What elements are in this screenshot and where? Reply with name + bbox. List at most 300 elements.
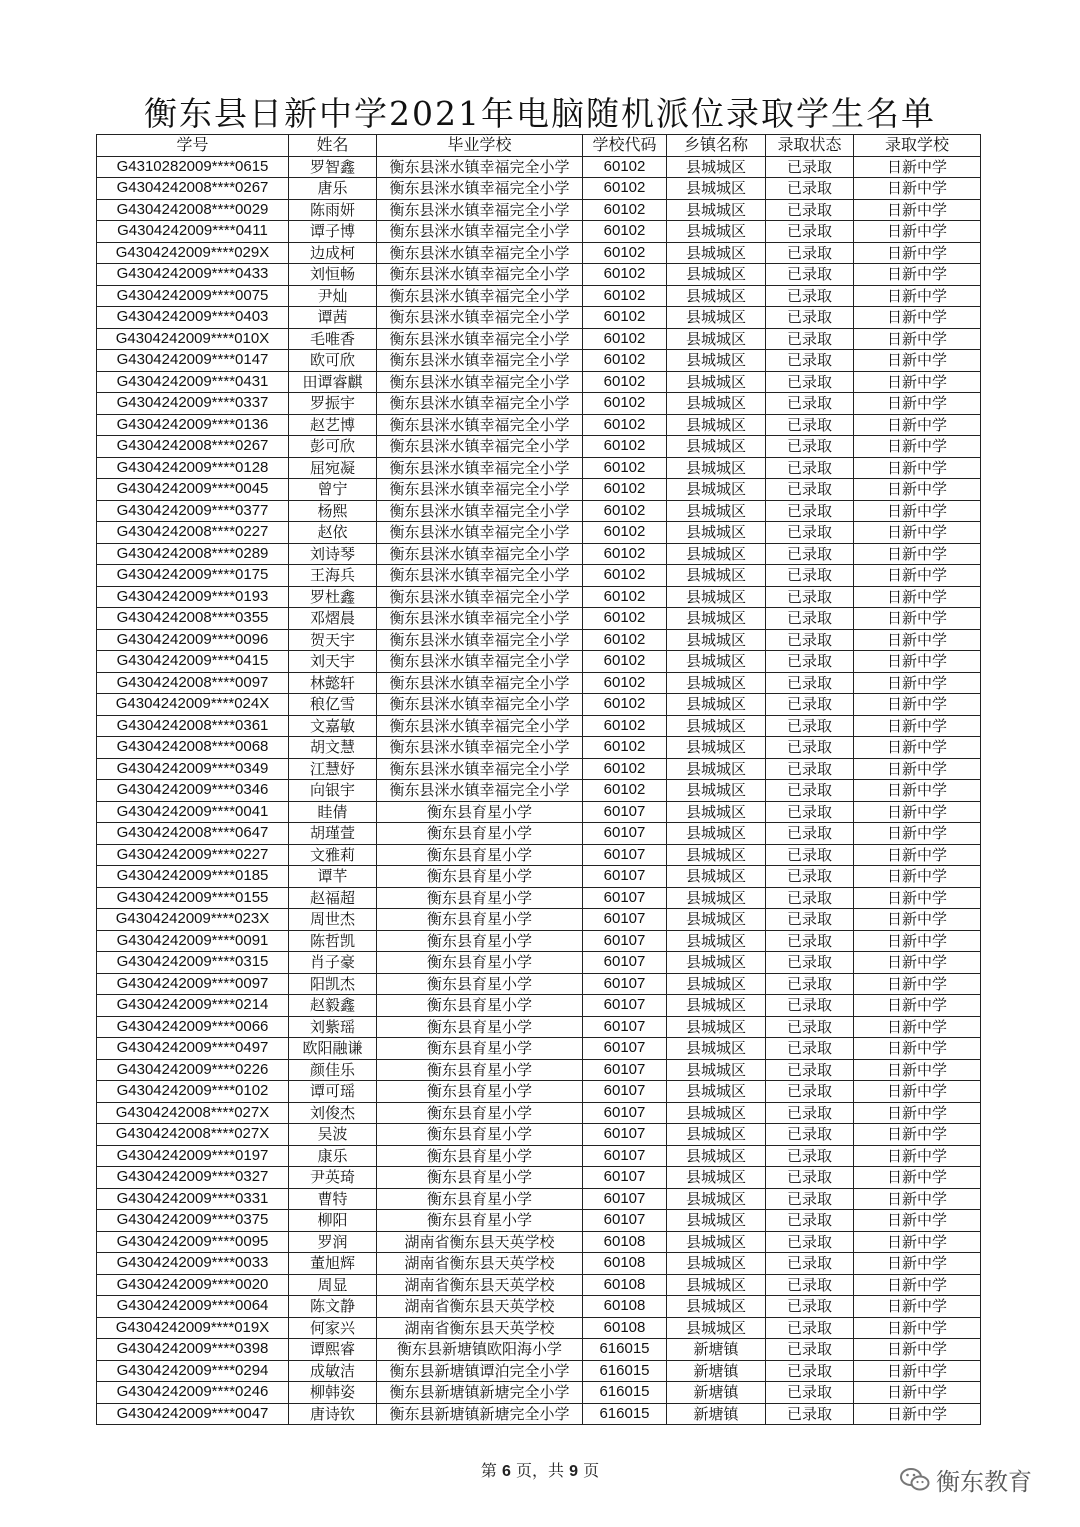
table-row xyxy=(97,1403,981,1425)
student-name-cell: 谭子博 xyxy=(289,221,377,243)
student-name-cell: 罗智鑫 xyxy=(289,156,377,178)
admitted-school-cell: 日新中学 xyxy=(854,1231,981,1253)
admitted-school-cell: 日新中学 xyxy=(854,651,981,673)
township-cell: 县城城区 xyxy=(667,178,766,200)
admitted-school-cell: 日新中学 xyxy=(854,156,981,178)
student-name-cell: 肖子豪 xyxy=(289,952,377,974)
admitted-school-cell: 日新中学 xyxy=(854,371,981,393)
student-name-cell: 谭茜 xyxy=(289,307,377,329)
school-code-cell: 60107 xyxy=(583,1210,667,1232)
graduating-school-cell: 衡东县新塘镇新塘完全小学 xyxy=(377,1382,583,1404)
graduating-school-cell: 衡东县育星小学 xyxy=(377,801,583,823)
table-row xyxy=(97,1231,981,1253)
school-code-cell: 60102 xyxy=(583,651,667,673)
township-cell: 县城城区 xyxy=(667,565,766,587)
admitted-school-cell: 日新中学 xyxy=(854,586,981,608)
table-row xyxy=(97,1188,981,1210)
admission-status-cell: 已录取 xyxy=(766,543,854,565)
graduating-school-cell: 衡东县洣水镇幸福完全小学 xyxy=(377,651,583,673)
student-id-cell: G4304242009****0398 xyxy=(97,1339,289,1361)
table-row xyxy=(97,199,981,221)
admission-status-cell: 已录取 xyxy=(766,973,854,995)
admitted-school-cell: 日新中学 xyxy=(854,285,981,307)
admission-status-cell: 已录取 xyxy=(766,823,854,845)
school-code-cell: 60108 xyxy=(583,1317,667,1339)
admission-status-cell: 已录取 xyxy=(766,565,854,587)
graduating-school-cell: 衡东县洣水镇幸福完全小学 xyxy=(377,199,583,221)
school-code-cell: 60108 xyxy=(583,1274,667,1296)
table-row xyxy=(97,371,981,393)
admitted-school-cell: 日新中学 xyxy=(854,1038,981,1060)
admitted-school-cell: 日新中学 xyxy=(854,801,981,823)
graduating-school-cell: 衡东县育星小学 xyxy=(377,1124,583,1146)
table-row xyxy=(97,995,981,1017)
student-name-cell: 向银宇 xyxy=(289,780,377,802)
student-name-cell: 董旭辉 xyxy=(289,1253,377,1275)
admission-status-cell: 已录取 xyxy=(766,242,854,264)
school-code-cell: 60108 xyxy=(583,1296,667,1318)
graduating-school-cell: 衡东县育星小学 xyxy=(377,909,583,931)
school-code-cell: 60102 xyxy=(583,350,667,372)
table-row xyxy=(97,1167,981,1189)
student-id-cell: G4304242009****0337 xyxy=(97,393,289,415)
admission-status-cell: 已录取 xyxy=(766,1339,854,1361)
graduating-school-cell: 衡东县洣水镇幸福完全小学 xyxy=(377,522,583,544)
student-name-cell: 曹特 xyxy=(289,1188,377,1210)
graduating-school-cell: 衡东县育星小学 xyxy=(377,1145,583,1167)
student-name-cell: 边成柯 xyxy=(289,242,377,264)
township-cell: 县城城区 xyxy=(667,586,766,608)
graduating-school-cell: 衡东县洣水镇幸福完全小学 xyxy=(377,565,583,587)
wechat-icon xyxy=(900,1467,930,1493)
admission-status-cell: 已录取 xyxy=(766,1081,854,1103)
student-id-cell: G4304242008****027X xyxy=(97,1102,289,1124)
graduating-school-cell: 衡东县育星小学 xyxy=(377,823,583,845)
admission-status-cell: 已录取 xyxy=(766,1274,854,1296)
admitted-school-cell: 日新中学 xyxy=(854,1274,981,1296)
graduating-school-cell: 衡东县洣水镇幸福完全小学 xyxy=(377,758,583,780)
admission-status-cell: 已录取 xyxy=(766,586,854,608)
school-code-cell: 60102 xyxy=(583,371,667,393)
school-code-cell: 60102 xyxy=(583,479,667,501)
admission-status-cell: 已录取 xyxy=(766,909,854,931)
township-cell: 县城城区 xyxy=(667,199,766,221)
student-name-cell: 谭熙睿 xyxy=(289,1339,377,1361)
student-id-cell: G4304242009****0327 xyxy=(97,1167,289,1189)
township-cell: 县城城区 xyxy=(667,629,766,651)
student-name-cell: 罗振宇 xyxy=(289,393,377,415)
school-code-cell: 60107 xyxy=(583,909,667,931)
student-id-cell: G4304242009****0227 xyxy=(97,844,289,866)
student-name-cell: 曾宁 xyxy=(289,479,377,501)
student-name-cell: 柳韩姿 xyxy=(289,1382,377,1404)
admitted-school-cell: 日新中学 xyxy=(854,1059,981,1081)
admitted-school-cell: 日新中学 xyxy=(854,1403,981,1425)
table-row xyxy=(97,565,981,587)
admitted-school-cell: 日新中学 xyxy=(854,457,981,479)
student-id-cell: G4304242009****0066 xyxy=(97,1016,289,1038)
admitted-school-cell: 日新中学 xyxy=(854,479,981,501)
student-name-cell: 刘紫瑶 xyxy=(289,1016,377,1038)
school-code-cell: 60102 xyxy=(583,242,667,264)
admitted-school-cell: 日新中学 xyxy=(854,758,981,780)
student-id-cell: G4304242009****0064 xyxy=(97,1296,289,1318)
admission-status-cell: 已录取 xyxy=(766,264,854,286)
table-row xyxy=(97,457,981,479)
graduating-school-cell: 衡东县洣水镇幸福完全小学 xyxy=(377,436,583,458)
graduating-school-cell: 衡东县育星小学 xyxy=(377,887,583,909)
admitted-school-cell: 日新中学 xyxy=(854,1145,981,1167)
school-code-cell: 60107 xyxy=(583,1102,667,1124)
school-code-cell: 60102 xyxy=(583,307,667,329)
admission-status-cell: 已录取 xyxy=(766,1188,854,1210)
header-graduating-school: 毕业学校 xyxy=(377,135,583,157)
admission-status-cell: 已录取 xyxy=(766,285,854,307)
graduating-school-cell: 衡东县洣水镇幸福完全小学 xyxy=(377,694,583,716)
graduating-school-cell: 衡东县洣水镇幸福完全小学 xyxy=(377,264,583,286)
admitted-school-cell: 日新中学 xyxy=(854,1317,981,1339)
admission-status-cell: 已录取 xyxy=(766,1124,854,1146)
admission-status-cell: 已录取 xyxy=(766,1360,854,1382)
student-name-cell: 杨熙 xyxy=(289,500,377,522)
admitted-school-cell: 日新中学 xyxy=(854,672,981,694)
admitted-school-cell: 日新中学 xyxy=(854,1360,981,1382)
township-cell: 县城城区 xyxy=(667,909,766,931)
table-row xyxy=(97,1339,981,1361)
admission-status-cell: 已录取 xyxy=(766,199,854,221)
admission-status-cell: 已录取 xyxy=(766,1016,854,1038)
admission-status-cell: 已录取 xyxy=(766,350,854,372)
admission-status-cell: 已录取 xyxy=(766,844,854,866)
graduating-school-cell: 衡东县洣水镇幸福完全小学 xyxy=(377,586,583,608)
footer-page-number: 6 xyxy=(501,1463,511,1480)
township-cell: 县城城区 xyxy=(667,522,766,544)
student-id-cell: G4304242009****0147 xyxy=(97,350,289,372)
township-cell: 县城城区 xyxy=(667,1059,766,1081)
student-id-cell: G4304242009****0246 xyxy=(97,1382,289,1404)
admitted-school-cell: 日新中学 xyxy=(854,887,981,909)
township-cell: 县城城区 xyxy=(667,1188,766,1210)
graduating-school-cell: 衡东县洣水镇幸福完全小学 xyxy=(377,715,583,737)
student-id-cell: G4304242009****0197 xyxy=(97,1145,289,1167)
admitted-school-cell: 日新中学 xyxy=(854,350,981,372)
township-cell: 县城城区 xyxy=(667,500,766,522)
table-row xyxy=(97,801,981,823)
school-code-cell: 60107 xyxy=(583,801,667,823)
school-code-cell: 60107 xyxy=(583,973,667,995)
student-name-cell: 欧阳融谦 xyxy=(289,1038,377,1060)
admitted-school-cell: 日新中学 xyxy=(854,1081,981,1103)
student-id-cell: G4304242009****0095 xyxy=(97,1231,289,1253)
table-row xyxy=(97,436,981,458)
school-code-cell: 60107 xyxy=(583,1059,667,1081)
township-cell: 县城城区 xyxy=(667,780,766,802)
school-code-cell: 60102 xyxy=(583,608,667,630)
student-id-cell: G4304242009****029X xyxy=(97,242,289,264)
admission-status-cell: 已录取 xyxy=(766,457,854,479)
school-code-cell: 60107 xyxy=(583,995,667,1017)
school-code-cell: 60108 xyxy=(583,1231,667,1253)
table-row xyxy=(97,1253,981,1275)
admission-status-cell: 已录取 xyxy=(766,801,854,823)
graduating-school-cell: 衡东县育星小学 xyxy=(377,1188,583,1210)
student-id-cell: G4304242009****0075 xyxy=(97,285,289,307)
admission-status-cell: 已录取 xyxy=(766,694,854,716)
student-name-cell: 邓熠晨 xyxy=(289,608,377,630)
township-cell: 县城城区 xyxy=(667,371,766,393)
student-name-cell: 毛唯香 xyxy=(289,328,377,350)
header-admission-status: 录取状态 xyxy=(766,135,854,157)
student-id-cell: G4304242009****0294 xyxy=(97,1360,289,1382)
admission-status-cell: 已录取 xyxy=(766,1167,854,1189)
admitted-school-cell: 日新中学 xyxy=(854,844,981,866)
township-cell: 县城城区 xyxy=(667,457,766,479)
school-code-cell: 60102 xyxy=(583,758,667,780)
school-code-cell: 60107 xyxy=(583,1188,667,1210)
student-name-cell: 罗润 xyxy=(289,1231,377,1253)
graduating-school-cell: 衡东县育星小学 xyxy=(377,973,583,995)
admitted-school-cell: 日新中学 xyxy=(854,694,981,716)
table-row xyxy=(97,242,981,264)
school-code-cell: 60102 xyxy=(583,543,667,565)
student-name-cell: 康乐 xyxy=(289,1145,377,1167)
table-row xyxy=(97,1124,981,1146)
graduating-school-cell: 衡东县洣水镇幸福完全小学 xyxy=(377,780,583,802)
graduating-school-cell: 衡东县育星小学 xyxy=(377,1059,583,1081)
school-code-cell: 60107 xyxy=(583,844,667,866)
table-row xyxy=(97,672,981,694)
table-row xyxy=(97,1145,981,1167)
township-cell: 县城城区 xyxy=(667,823,766,845)
admitted-school-cell: 日新中学 xyxy=(854,393,981,415)
admission-status-cell: 已录取 xyxy=(766,500,854,522)
admitted-school-cell: 日新中学 xyxy=(854,629,981,651)
admission-status-cell: 已录取 xyxy=(766,1145,854,1167)
admission-status-cell: 已录取 xyxy=(766,371,854,393)
admitted-school-cell: 日新中学 xyxy=(854,178,981,200)
admission-status-cell: 已录取 xyxy=(766,328,854,350)
watermark-text: 衡东教育 xyxy=(936,1468,1032,1496)
admitted-school-cell: 日新中学 xyxy=(854,952,981,974)
township-cell: 县城城区 xyxy=(667,672,766,694)
student-name-cell: 赵福超 xyxy=(289,887,377,909)
admission-status-cell: 已录取 xyxy=(766,156,854,178)
school-code-cell: 60102 xyxy=(583,715,667,737)
student-name-cell: 赵艺博 xyxy=(289,414,377,436)
student-id-cell: G4304242009****0349 xyxy=(97,758,289,780)
admitted-school-cell: 日新中学 xyxy=(854,1167,981,1189)
township-cell: 新塘镇 xyxy=(667,1403,766,1425)
school-code-cell: 60102 xyxy=(583,221,667,243)
admission-status-cell: 已录取 xyxy=(766,1210,854,1232)
student-id-cell: G4304242009****019X xyxy=(97,1317,289,1339)
student-name-cell: 陈哲凯 xyxy=(289,930,377,952)
admitted-school-cell: 日新中学 xyxy=(854,543,981,565)
township-cell: 县城城区 xyxy=(667,1081,766,1103)
township-cell: 县城城区 xyxy=(667,973,766,995)
school-code-cell: 60107 xyxy=(583,823,667,845)
township-cell: 县城城区 xyxy=(667,758,766,780)
graduating-school-cell: 衡东县洣水镇幸福完全小学 xyxy=(377,672,583,694)
admitted-school-cell: 日新中学 xyxy=(854,500,981,522)
admitted-school-cell: 日新中学 xyxy=(854,242,981,264)
student-id-cell: G4304242009****0411 xyxy=(97,221,289,243)
student-id-cell: G4304242009****0045 xyxy=(97,479,289,501)
admission-status-cell: 已录取 xyxy=(766,1382,854,1404)
school-code-cell: 60107 xyxy=(583,1145,667,1167)
student-id-cell: G4304242009****0175 xyxy=(97,565,289,587)
student-id-cell: G4304242009****0315 xyxy=(97,952,289,974)
school-code-cell: 60102 xyxy=(583,737,667,759)
admitted-school-cell: 日新中学 xyxy=(854,1124,981,1146)
table-row xyxy=(97,1360,981,1382)
admission-status-cell: 已录取 xyxy=(766,178,854,200)
student-name-cell: 王海兵 xyxy=(289,565,377,587)
admission-status-cell: 已录取 xyxy=(766,758,854,780)
admission-status-cell: 已录取 xyxy=(766,737,854,759)
admission-status-cell: 已录取 xyxy=(766,1253,854,1275)
watermark xyxy=(900,1462,1032,1497)
student-id-cell: G4304242008****0227 xyxy=(97,522,289,544)
school-code-cell: 60102 xyxy=(583,436,667,458)
admission-status-cell: 已录取 xyxy=(766,780,854,802)
table-row xyxy=(97,1059,981,1081)
school-code-cell: 616015 xyxy=(583,1382,667,1404)
table-row xyxy=(97,328,981,350)
table-row xyxy=(97,780,981,802)
admission-status-cell: 已录取 xyxy=(766,952,854,974)
admission-status-cell: 已录取 xyxy=(766,522,854,544)
township-cell: 县城城区 xyxy=(667,221,766,243)
township-cell: 县城城区 xyxy=(667,1274,766,1296)
township-cell: 县城城区 xyxy=(667,1016,766,1038)
table-row xyxy=(97,1317,981,1339)
admission-status-cell: 已录取 xyxy=(766,930,854,952)
student-name-cell: 尹英琦 xyxy=(289,1167,377,1189)
admitted-school-cell: 日新中学 xyxy=(854,715,981,737)
admitted-school-cell: 日新中学 xyxy=(854,1188,981,1210)
township-cell: 新塘镇 xyxy=(667,1382,766,1404)
school-code-cell: 60107 xyxy=(583,1081,667,1103)
admitted-school-cell: 日新中学 xyxy=(854,866,981,888)
township-cell: 县城城区 xyxy=(667,1038,766,1060)
school-code-cell: 60102 xyxy=(583,522,667,544)
admission-status-cell: 已录取 xyxy=(766,1059,854,1081)
admission-status-cell: 已录取 xyxy=(766,887,854,909)
student-name-cell: 罗杜鑫 xyxy=(289,586,377,608)
admitted-school-cell: 日新中学 xyxy=(854,1253,981,1275)
student-name-cell: 唐诗钦 xyxy=(289,1403,377,1425)
township-cell: 县城城区 xyxy=(667,887,766,909)
admitted-school-cell: 日新中学 xyxy=(854,221,981,243)
student-name-cell: 陈雨妍 xyxy=(289,199,377,221)
student-name-cell: 何家兴 xyxy=(289,1317,377,1339)
admission-status-cell: 已录取 xyxy=(766,479,854,501)
township-cell: 县城城区 xyxy=(667,1102,766,1124)
table-row xyxy=(97,307,981,329)
admission-status-cell: 已录取 xyxy=(766,1317,854,1339)
table-row xyxy=(97,866,981,888)
table-row xyxy=(97,543,981,565)
table-row xyxy=(97,1038,981,1060)
graduating-school-cell: 衡东县洣水镇幸福完全小学 xyxy=(377,629,583,651)
student-id-cell: G4310282009****0615 xyxy=(97,156,289,178)
graduating-school-cell: 衡东县洣水镇幸福完全小学 xyxy=(377,350,583,372)
student-name-cell: 阳凯杰 xyxy=(289,973,377,995)
student-name-cell: 眭倩 xyxy=(289,801,377,823)
student-name-cell: 周世杰 xyxy=(289,909,377,931)
admitted-school-cell: 日新中学 xyxy=(854,973,981,995)
township-cell: 县城城区 xyxy=(667,479,766,501)
header-admitted-school: 录取学校 xyxy=(854,135,981,157)
school-code-cell: 616015 xyxy=(583,1403,667,1425)
student-name-cell: 刘俊杰 xyxy=(289,1102,377,1124)
student-id-cell: G4304242009****0346 xyxy=(97,780,289,802)
admitted-school-cell: 日新中学 xyxy=(854,780,981,802)
township-cell: 县城城区 xyxy=(667,350,766,372)
footer-middle: 页，共 xyxy=(515,1461,564,1480)
student-name-cell: 成敏洁 xyxy=(289,1360,377,1382)
student-name-cell: 柳阳 xyxy=(289,1210,377,1232)
table-row xyxy=(97,500,981,522)
township-cell: 县城城区 xyxy=(667,285,766,307)
township-cell: 县城城区 xyxy=(667,1231,766,1253)
township-cell: 县城城区 xyxy=(667,952,766,974)
admission-status-cell: 已录取 xyxy=(766,414,854,436)
admission-status-cell: 已录取 xyxy=(766,715,854,737)
student-id-cell: G4304242009****0128 xyxy=(97,457,289,479)
student-id-cell: G4304242009****024X xyxy=(97,694,289,716)
student-name-cell: 吴波 xyxy=(289,1124,377,1146)
student-id-cell: G4304242009****0403 xyxy=(97,307,289,329)
table-row xyxy=(97,608,981,630)
admission-status-cell: 已录取 xyxy=(766,1038,854,1060)
township-cell: 县城城区 xyxy=(667,866,766,888)
graduating-school-cell: 衡东县育星小学 xyxy=(377,1102,583,1124)
township-cell: 县城城区 xyxy=(667,436,766,458)
student-id-cell: G4304242008****0068 xyxy=(97,737,289,759)
student-name-cell: 刘恒畅 xyxy=(289,264,377,286)
table-row xyxy=(97,1274,981,1296)
graduating-school-cell: 衡东县洣水镇幸福完全小学 xyxy=(377,371,583,393)
student-id-cell: G4304242008****027X xyxy=(97,1124,289,1146)
graduating-school-cell: 衡东县洣水镇幸福完全小学 xyxy=(377,242,583,264)
graduating-school-cell: 衡东县洣水镇幸福完全小学 xyxy=(377,457,583,479)
admission-status-cell: 已录取 xyxy=(766,436,854,458)
school-code-cell: 616015 xyxy=(583,1360,667,1382)
admission-status-cell: 已录取 xyxy=(766,608,854,630)
graduating-school-cell: 衡东县洣水镇幸福完全小学 xyxy=(377,328,583,350)
table-row xyxy=(97,393,981,415)
township-cell: 县城城区 xyxy=(667,651,766,673)
school-code-cell: 60102 xyxy=(583,586,667,608)
student-id-cell: G4304242009****0431 xyxy=(97,371,289,393)
student-id-cell: G4304242009****0433 xyxy=(97,264,289,286)
student-id-cell: G4304242009****0020 xyxy=(97,1274,289,1296)
table-row xyxy=(97,952,981,974)
school-code-cell: 60102 xyxy=(583,393,667,415)
township-cell: 县城城区 xyxy=(667,1317,766,1339)
admitted-school-cell: 日新中学 xyxy=(854,909,981,931)
admitted-school-cell: 日新中学 xyxy=(854,608,981,630)
school-code-cell: 60102 xyxy=(583,156,667,178)
admission-status-cell: 已录取 xyxy=(766,393,854,415)
school-code-cell: 60102 xyxy=(583,178,667,200)
student-name-cell: 刘诗琴 xyxy=(289,543,377,565)
student-id-cell: G4304242009****0375 xyxy=(97,1210,289,1232)
school-code-cell: 60107 xyxy=(583,1016,667,1038)
township-cell: 县城城区 xyxy=(667,715,766,737)
